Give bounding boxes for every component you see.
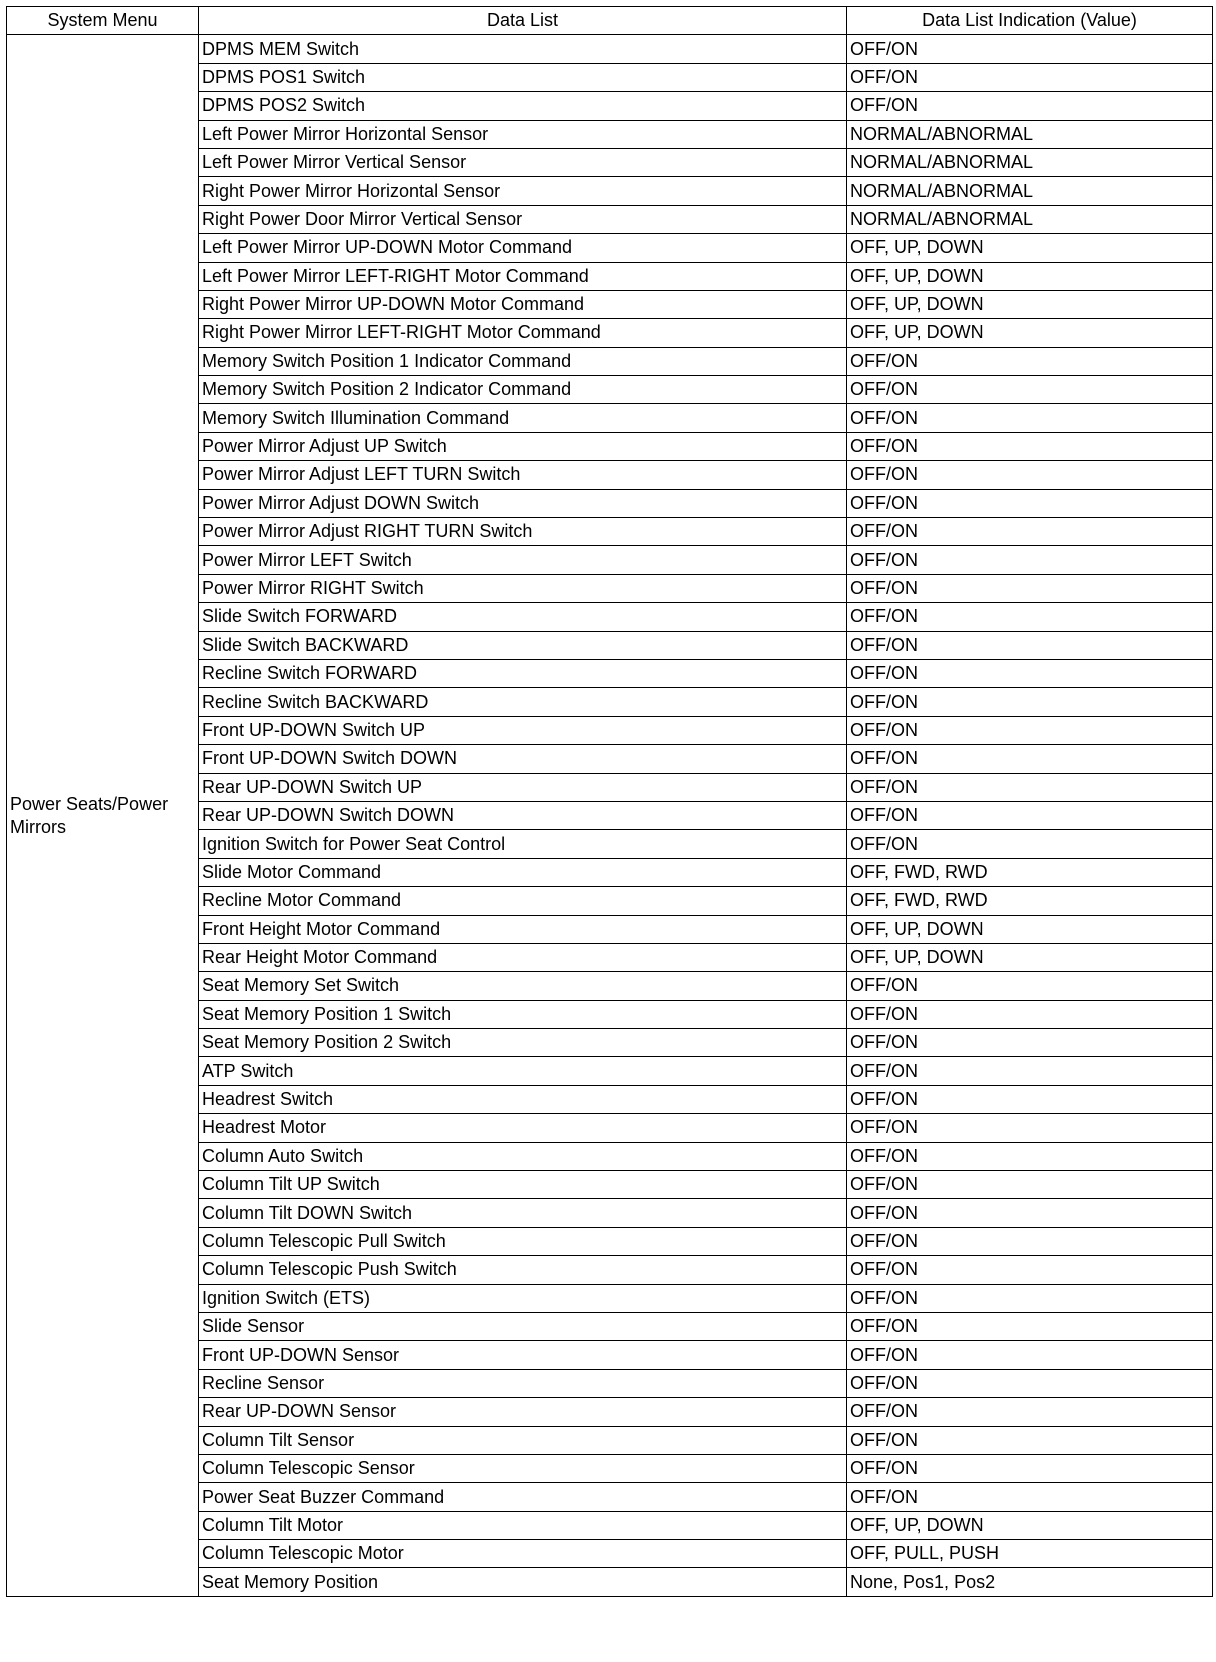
data-list-item: Power Mirror LEFT Switch [199, 546, 847, 574]
data-list-item: Column Telescopic Push Switch [199, 1256, 847, 1284]
data-list-item: DPMS POS1 Switch [199, 63, 847, 91]
data-list-value: OFF/ON [847, 1483, 1213, 1511]
data-list-item: Right Power Mirror Horizontal Sensor [199, 177, 847, 205]
data-list-item: Power Mirror Adjust LEFT TURN Switch [199, 461, 847, 489]
data-list-item: Left Power Mirror LEFT-RIGHT Motor Command [199, 262, 847, 290]
data-list-value: OFF/ON [847, 376, 1213, 404]
data-list-value: OFF/ON [847, 688, 1213, 716]
data-list-value: OFF/ON [847, 432, 1213, 460]
data-list-item: Seat Memory Position 1 Switch [199, 1000, 847, 1028]
data-list-item: Memory Switch Position 2 Indicator Command [199, 376, 847, 404]
data-list-value: None, Pos1, Pos2 [847, 1568, 1213, 1596]
data-list-item: Slide Motor Command [199, 858, 847, 886]
data-list-value: OFF, UP, DOWN [847, 262, 1213, 290]
data-list-value: OFF, UP, DOWN [847, 915, 1213, 943]
data-list-value: OFF/ON [847, 1454, 1213, 1482]
data-list-item: Ignition Switch (ETS) [199, 1284, 847, 1312]
data-list-item: Recline Motor Command [199, 887, 847, 915]
data-list-item: Front UP-DOWN Switch UP [199, 716, 847, 744]
data-list-value: OFF/ON [847, 63, 1213, 91]
data-list-value: OFF/ON [847, 92, 1213, 120]
data-list-value: OFF/ON [847, 35, 1213, 63]
data-list-value: OFF/ON [847, 1029, 1213, 1057]
data-list-value: OFF/ON [847, 1426, 1213, 1454]
data-list-item: Right Power Door Mirror Vertical Sensor [199, 205, 847, 233]
data-list-item: Column Telescopic Pull Switch [199, 1227, 847, 1255]
data-list-value: OFF, UP, DOWN [847, 319, 1213, 347]
data-list-item: DPMS MEM Switch [199, 35, 847, 63]
data-list-item: Power Mirror Adjust UP Switch [199, 432, 847, 460]
data-list-item: Recline Sensor [199, 1369, 847, 1397]
data-list-value: OFF/ON [847, 659, 1213, 687]
data-list-item: Front UP-DOWN Switch DOWN [199, 745, 847, 773]
data-list-value: OFF/ON [847, 1199, 1213, 1227]
header-system-menu: System Menu [7, 7, 199, 35]
data-list-table [6, 6, 1213, 1597]
data-list-item: Rear Height Motor Command [199, 943, 847, 971]
data-list-value: OFF/ON [847, 1142, 1213, 1170]
data-list-value: OFF/ON [847, 745, 1213, 773]
data-list-item: Column Tilt UP Switch [199, 1171, 847, 1199]
data-list-value: OFF, FWD, RWD [847, 887, 1213, 915]
data-list-value: OFF/ON [847, 716, 1213, 744]
data-list-value: OFF/ON [847, 1000, 1213, 1028]
data-list-value: OFF/ON [847, 1369, 1213, 1397]
data-list-value: OFF, FWD, RWD [847, 858, 1213, 886]
data-list-value: OFF/ON [847, 830, 1213, 858]
data-list-item: Power Seat Buzzer Command [199, 1483, 847, 1511]
data-list-item: Seat Memory Position [199, 1568, 847, 1596]
data-list-item: Left Power Mirror Horizontal Sensor [199, 120, 847, 148]
data-list-item: Column Telescopic Motor [199, 1540, 847, 1568]
data-list-item: Front UP-DOWN Sensor [199, 1341, 847, 1369]
data-list-value: OFF, PULL, PUSH [847, 1540, 1213, 1568]
data-list-item: Slide Sensor [199, 1312, 847, 1340]
data-list-item: Seat Memory Position 2 Switch [199, 1029, 847, 1057]
data-list-item: Power Mirror RIGHT Switch [199, 574, 847, 602]
data-list-value: NORMAL/ABNORMAL [847, 177, 1213, 205]
data-list-value: OFF/ON [847, 1256, 1213, 1284]
data-list-item: Column Telescopic Sensor [199, 1454, 847, 1482]
data-list-value: OFF/ON [847, 1341, 1213, 1369]
data-list-value: OFF/ON [847, 801, 1213, 829]
data-list-value: OFF/ON [847, 546, 1213, 574]
header-data-list: Data List [199, 7, 847, 35]
data-list-item: Recline Switch FORWARD [199, 659, 847, 687]
data-list-item: Column Tilt Sensor [199, 1426, 847, 1454]
data-list-item: Slide Switch BACKWARD [199, 631, 847, 659]
data-list-value: OFF/ON [847, 773, 1213, 801]
data-list-value: OFF/ON [847, 347, 1213, 375]
data-list-value: OFF/ON [847, 404, 1213, 432]
data-list-value: OFF/ON [847, 1085, 1213, 1113]
data-list-item: Recline Switch BACKWARD [199, 688, 847, 716]
data-list-item: ATP Switch [199, 1057, 847, 1085]
data-list-value: NORMAL/ABNORMAL [847, 148, 1213, 176]
data-list-item: Power Mirror Adjust DOWN Switch [199, 489, 847, 517]
data-list-value: OFF, UP, DOWN [847, 290, 1213, 318]
table-body [7, 35, 1213, 1596]
data-list-value: NORMAL/ABNORMAL [847, 120, 1213, 148]
data-list-value: OFF/ON [847, 574, 1213, 602]
data-list-value: OFF/ON [847, 461, 1213, 489]
data-list-item: Slide Switch FORWARD [199, 603, 847, 631]
data-list-item: Rear UP-DOWN Switch UP [199, 773, 847, 801]
data-list-item: Memory Switch Position 1 Indicator Command [199, 347, 847, 375]
data-list-item: Seat Memory Set Switch [199, 972, 847, 1000]
data-list-item: Ignition Switch for Power Seat Control [199, 830, 847, 858]
header-data-list-value: Data List Indication (Value) [847, 7, 1213, 35]
data-list-item: Headrest Switch [199, 1085, 847, 1113]
data-list-value: OFF/ON [847, 1398, 1213, 1426]
data-list-value: OFF/ON [847, 972, 1213, 1000]
data-list-item: Left Power Mirror UP-DOWN Motor Command [199, 234, 847, 262]
data-list-item: Memory Switch Illumination Command [199, 404, 847, 432]
data-list-value: OFF/ON [847, 631, 1213, 659]
data-list-value: OFF/ON [847, 1312, 1213, 1340]
table-header-row [7, 7, 1213, 35]
data-list-value: OFF/ON [847, 1284, 1213, 1312]
data-list-value: OFF/ON [847, 1171, 1213, 1199]
data-list-item: Power Mirror Adjust RIGHT TURN Switch [199, 518, 847, 546]
data-list-value: OFF, UP, DOWN [847, 943, 1213, 971]
data-list-item: Right Power Mirror LEFT-RIGHT Motor Command [199, 319, 847, 347]
data-list-value: OFF/ON [847, 1057, 1213, 1085]
data-list-value: OFF, UP, DOWN [847, 234, 1213, 262]
data-list-item: Front Height Motor Command [199, 915, 847, 943]
data-list-value: OFF/ON [847, 1227, 1213, 1255]
data-list-value: OFF/ON [847, 603, 1213, 631]
system-menu-cell: Power Seats/Power Mirrors [7, 35, 199, 1596]
data-list-item: Rear UP-DOWN Switch DOWN [199, 801, 847, 829]
data-list-item: Column Tilt DOWN Switch [199, 1199, 847, 1227]
data-list-item: Column Auto Switch [199, 1142, 847, 1170]
data-list-value: OFF/ON [847, 489, 1213, 517]
data-list-item: DPMS POS2 Switch [199, 92, 847, 120]
data-list-value: NORMAL/ABNORMAL [847, 205, 1213, 233]
data-list-item: Right Power Mirror UP-DOWN Motor Command [199, 290, 847, 318]
data-list-item: Column Tilt Motor [199, 1511, 847, 1539]
data-list-value: OFF/ON [847, 518, 1213, 546]
data-list-item: Headrest Motor [199, 1114, 847, 1142]
data-list-value: OFF/ON [847, 1114, 1213, 1142]
data-list-value: OFF, UP, DOWN [847, 1511, 1213, 1539]
table-row [7, 35, 1213, 63]
data-list-item: Rear UP-DOWN Sensor [199, 1398, 847, 1426]
data-list-item: Left Power Mirror Vertical Sensor [199, 148, 847, 176]
